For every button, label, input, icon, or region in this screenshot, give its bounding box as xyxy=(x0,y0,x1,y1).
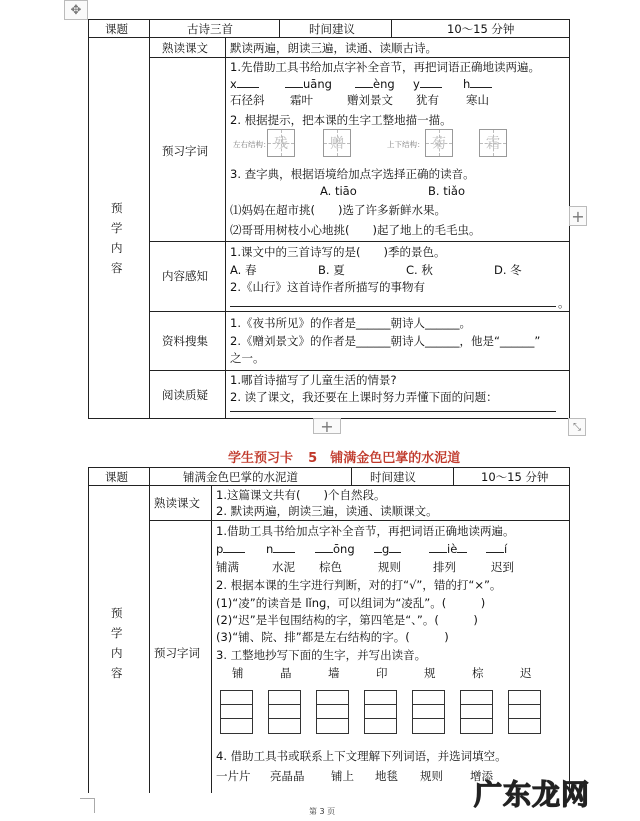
words-instruction-2: 2. 根据提示，把本课的生字工整地描一描。 xyxy=(230,113,452,127)
research-q2: 2.《赠刘景文》的作者是______朝诗人______，他是“______” xyxy=(230,334,541,348)
words-row: 石径斜 霜叶 赠刘景文 犹有 寒山 xyxy=(230,93,489,107)
words-instruction-3: 3. 查字典，根据语境给加点字选择正确的读音。 xyxy=(230,167,475,181)
header-time-value: 10～15 分钟 xyxy=(481,470,549,484)
writing-box[interactable] xyxy=(460,690,493,734)
card-title-number: 5 xyxy=(308,451,318,466)
words-row: 铺满 水泥 棕色 规则 排列 迟到 xyxy=(216,560,514,574)
read-q1: 1.这篇课文共有( )个自然段。 xyxy=(216,488,386,502)
row-label-perception: 内容感知 xyxy=(162,269,208,283)
research-q1: 1.《夜书所见》的作者是______朝诗人______。 xyxy=(230,316,471,330)
perception-q1: 1.课文中的三首诗写的是( )季的景色。 xyxy=(230,245,446,259)
copy-characters: 铺 晶 墙 印 规 棕 迟 xyxy=(232,666,532,680)
question-q1: 1.哪首诗描写了儿童生活的情景? xyxy=(230,373,397,387)
perception-q2: 2.《山行》这首诗作者所描写的事物有 xyxy=(230,280,425,294)
perception-options: A. 春 B. 夏 C. 秋 D. 冬 xyxy=(230,263,522,277)
add-row-button[interactable]: + xyxy=(313,418,341,434)
header-topic-value: 铺满金色巴掌的水泥道 xyxy=(183,470,298,484)
hint-top-bottom: 上下结构： xyxy=(387,140,425,149)
header-time-value: 10～15 分钟 xyxy=(447,22,515,36)
row-label-words: 预习字词 xyxy=(154,646,200,660)
header-time-label: 时间建议 xyxy=(370,470,416,484)
table-2 xyxy=(88,467,570,793)
question-q2: 2. 读了课文，我还要在上课时努力弄懂下面的问题： xyxy=(230,390,498,404)
answer-line[interactable] xyxy=(230,306,556,307)
words-instruction-2: 2. 根据本课的生字进行判断，对的打“√”，错的打“×”。 xyxy=(216,578,502,592)
header-topic-value: 古诗三首 xyxy=(187,22,233,36)
row-read-text: 默读两遍，朗读三遍，读通、读顺古诗。 xyxy=(230,41,437,55)
card-title-prefix: 学生预习卡 xyxy=(228,451,294,466)
judge-q1: (1)“凌”的读音是 lǐnɡ，可以组词为“凌乱”。( ) xyxy=(216,596,486,610)
judge-q2: (2)“迟”是半包围结构的字，第四笔是“、”。( ) xyxy=(216,613,478,627)
question-2: ⑵哥哥用树枝小心地挑( )起了地上的毛毛虫。 xyxy=(230,223,481,237)
read-q2: 2. 默读两遍，朗读三遍，读通、读顺课文。 xyxy=(216,504,438,518)
row-label-research: 资料搜集 xyxy=(162,334,208,348)
table-move-handle[interactable]: ✥ xyxy=(64,0,88,20)
side-label: 预 学 内 容 xyxy=(111,606,123,680)
trace-box[interactable]: 赠 xyxy=(323,129,351,157)
card-title xyxy=(228,447,460,466)
trace-box[interactable]: 霜 xyxy=(479,129,507,157)
writing-box[interactable] xyxy=(220,690,253,734)
research-q2-end: 之一。 xyxy=(230,351,265,365)
question-1: ⑴妈妈在超市挑( )选了许多新鲜水果。 xyxy=(230,203,446,217)
judge-q3: (3)“铺、院、排”都是左右结构的字。( ) xyxy=(216,630,449,644)
words-instruction-3: 3. 工整地抄写下面的生字，并写出读音。 xyxy=(216,648,427,662)
pinyin-blanks: p n ōng g iè í xyxy=(216,542,508,556)
resize-icon[interactable]: ⤡ xyxy=(568,418,586,436)
period: 。 xyxy=(558,296,570,310)
words-instruction-4: 4. 借助工具书或联系上下文理解下列词语，并选词填空。 xyxy=(216,749,507,763)
writing-box[interactable] xyxy=(508,690,541,734)
pinyin-blanks: x uāng èng y h xyxy=(230,77,565,91)
words-instruction-1: 1.借助工具书给加点字补全音节，再把词语正确地读两遍。 xyxy=(216,524,515,538)
answer-line[interactable] xyxy=(230,411,556,412)
writing-box[interactable] xyxy=(268,690,301,734)
option-b: B. tiǎo xyxy=(428,184,465,198)
page-number: 第 3 页 xyxy=(309,807,336,816)
row-label-question: 阅读质疑 xyxy=(162,388,208,402)
margin-mark xyxy=(80,798,95,813)
add-column-button[interactable]: + xyxy=(569,206,587,226)
words-instruction-1: 1.先借助工具书给加点字补全音节，再把词语正确地读两遍。 xyxy=(230,60,540,74)
hint-left-right: 左右结构： xyxy=(233,140,271,149)
table-1 xyxy=(88,19,570,419)
header-time-label: 时间建议 xyxy=(309,22,355,36)
header-topic-label: 课题 xyxy=(105,470,128,484)
card-title-name: 铺满金色巴掌的水泥道 xyxy=(330,451,461,466)
writing-box[interactable] xyxy=(364,690,397,734)
trace-box[interactable]: 残 xyxy=(267,129,295,157)
fill-words: 一片片 亮晶晶 铺上 地毯 规则 增添 xyxy=(216,769,493,783)
side-label: 预 学 内 容 xyxy=(111,201,123,275)
row-label-read: 熟读课文 xyxy=(162,41,208,55)
row-label-read: 熟读课文 xyxy=(154,496,200,510)
watermark-logo: 广东龙网 xyxy=(474,778,591,811)
trace-box[interactable]: 菊 xyxy=(425,129,453,157)
writing-box[interactable] xyxy=(316,690,349,734)
row-label-words: 预习字词 xyxy=(162,144,208,158)
header-topic-label: 课题 xyxy=(105,22,128,36)
writing-box[interactable] xyxy=(412,690,445,734)
option-a: A. tiāo xyxy=(320,184,357,198)
